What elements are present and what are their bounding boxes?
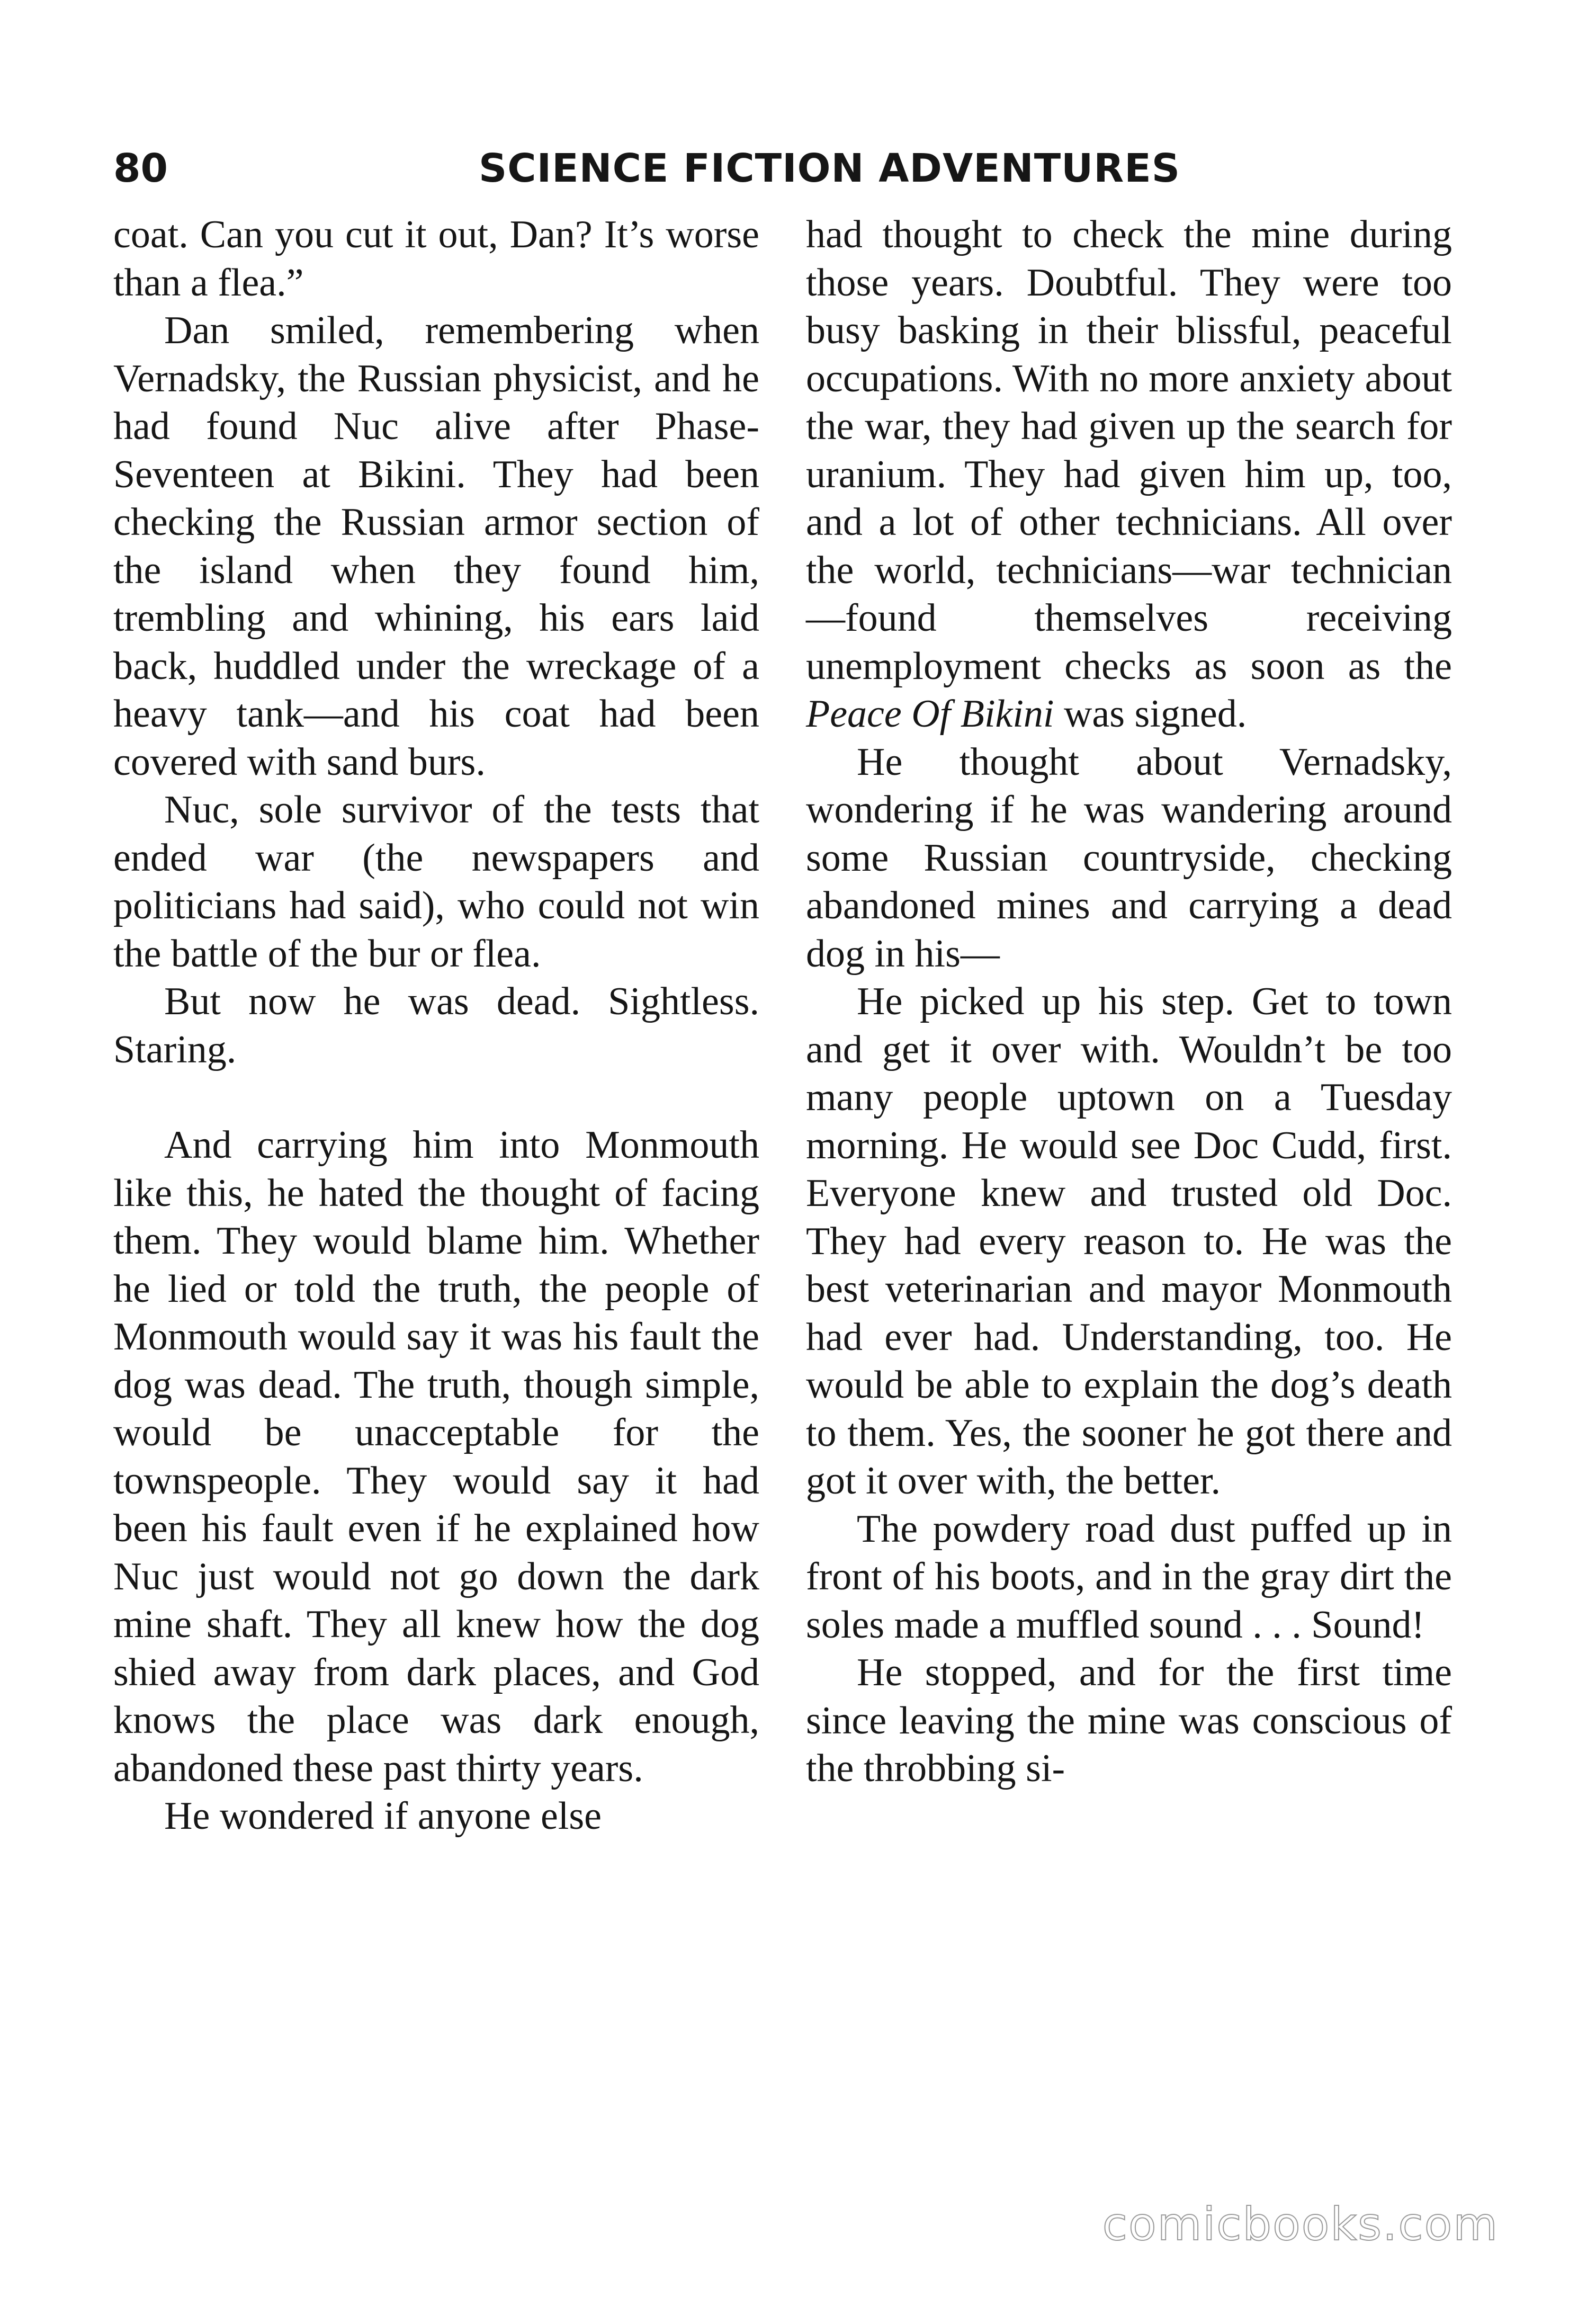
italic-title: Peace Of Bikini: [806, 692, 1054, 736]
paragraph: Nuc, sole survivor of the tests that ended war (the newspapers and politicians had said), who could not win the battle of the bur or flea.: [113, 788, 759, 976]
page-header: [113, 137, 1448, 200]
paragraph: The powdery road dust puffed up in front of his boots, and in the gray dirt the soles made a muffled sound . . . Sound!: [806, 1507, 1452, 1647]
left-column: [113, 211, 759, 1840]
paragraph: He thought about Vernadsky, wondering if he was wandering around some Russian countryside, checking abandoned mines and carrying a dead dog in his—: [806, 740, 1452, 976]
paragraph: And carrying him into Monmouth like this, he hated the thought of facing them. They would blame him. Whether he lied or told the truth, the people of Monmouth would say it was his fault the dog was dead. The truth, though simple, would be unacceptable for the townspeople. They would say it had been his fault even if he explained how Nuc just would not go down the dark mine shaft. They all knew how the dog shied away from dark places, and God knows the place was dark enough, abandoned these past thirty years.: [113, 1123, 759, 1790]
paragraph: coat. Can you cut it out, Dan? It’s worse than a flea.”: [113, 213, 759, 305]
paragraph: [806, 211, 1452, 738]
paragraph: He wondered if anyone else: [164, 1794, 602, 1838]
page-number: 80: [113, 146, 168, 191]
paragraph-text: had thought to check the mine during those years. Doubtful. They were too busy basking in their blissful, peaceful occupations. With no more anxiety about the war, they had given up the search for uranium. They had given him up, too, and a lot of other technicians. All over the world, technicians—war technician—found themselves receiving unemployment checks as soon as the: [806, 213, 1452, 688]
paragraph: But now he was dead. Sightless. Staring.: [113, 980, 759, 1071]
watermark: comicbooks.com: [1102, 2198, 1499, 2251]
paragraph: He stopped, and for the first time since leaving the mine was conscious of the throbbing si-: [806, 1651, 1452, 1790]
running-head: SCIENCE FICTION ADVENTURES: [479, 146, 1181, 191]
paragraph-text: was signed.: [1063, 692, 1247, 736]
right-column: [806, 211, 1452, 1793]
paragraph: Dan smiled, remembering when Vernadsky, the Russian physicist, and he had found Nuc alive after Phase-Seventeen at Bikini. They had been checking the Russian armor section of the island when they found him, trembling and whining, his ears laid back, huddled under the wreckage of a heavy tank—and his coat had been covered with sand burs.: [113, 309, 759, 784]
paragraph: He picked up his step. Get to town and get it over with. Wouldn’t be too many people uptown on a Tuesday morning. He would see Doc Cudd, first. Everyone knew and trusted old Doc. They had every reason to. He was the best veterinarian and mayor Monmouth had ever had. Understanding, too. He would be able to explain the dog’s death to them. Yes, the sooner he got there and got it over with, the better.: [806, 980, 1452, 1503]
